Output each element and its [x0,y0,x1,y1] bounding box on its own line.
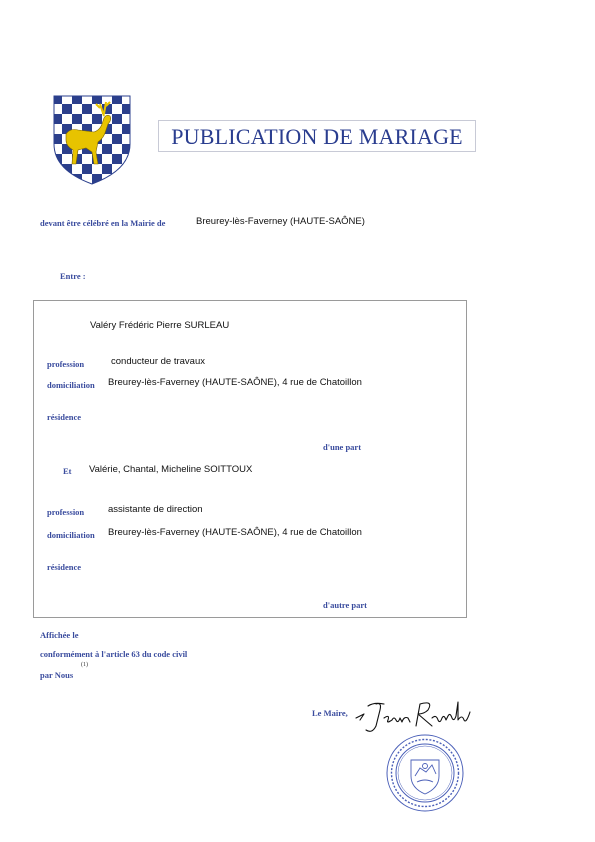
party1-domicile-label: domiciliation [47,380,95,390]
footnote-reference: (1) [81,662,88,668]
conformement-label: conformément à l'article 63 du code civil [40,649,188,659]
parties-box [33,300,467,618]
page-title: PUBLICATION DE MARIAGE [171,124,463,149]
entre-label: Entre : [60,271,86,281]
party2-residence-label: résidence [47,562,81,572]
party1-profession-label: profession [47,359,85,369]
mairie-stamp [384,732,466,814]
party1-domicile: Breurey-lès-Faverney (HAUTE-SAÔNE), 4 rue de Chatoillon [108,377,362,388]
coat-of-arms-logo [52,94,132,186]
party1-residence-label: résidence [47,412,81,422]
party2-name: Valérie, Chantal, Micheline SOITTOUX [89,464,253,475]
maire-label: Le Maire, [312,708,348,718]
par-nous-label: par Nous [40,670,74,680]
intro-commune: Breurey-lès-Faverney (HAUTE-SAÔNE) [196,216,365,227]
intro-label: devant être célébré en la Mairie de [40,218,166,228]
et-label: Et [63,466,72,476]
party1-part-label: d'une part [323,442,362,452]
affichee-label: Affichée le [40,630,79,640]
party2-domicile-label: domiciliation [47,530,95,540]
title-box [158,120,476,152]
party2-profession-label: profession [47,507,85,517]
party1-profession: conducteur de travaux [111,356,206,367]
party2-domicile: Breurey-lès-Faverney (HAUTE-SAÔNE), 4 rue de Chatoillon [108,527,362,538]
party2-part-label: d'autre part [323,600,367,610]
party1-name: Valéry Frédéric Pierre SURLEAU [90,320,230,331]
party2-profession: assistante de direction [108,504,203,515]
